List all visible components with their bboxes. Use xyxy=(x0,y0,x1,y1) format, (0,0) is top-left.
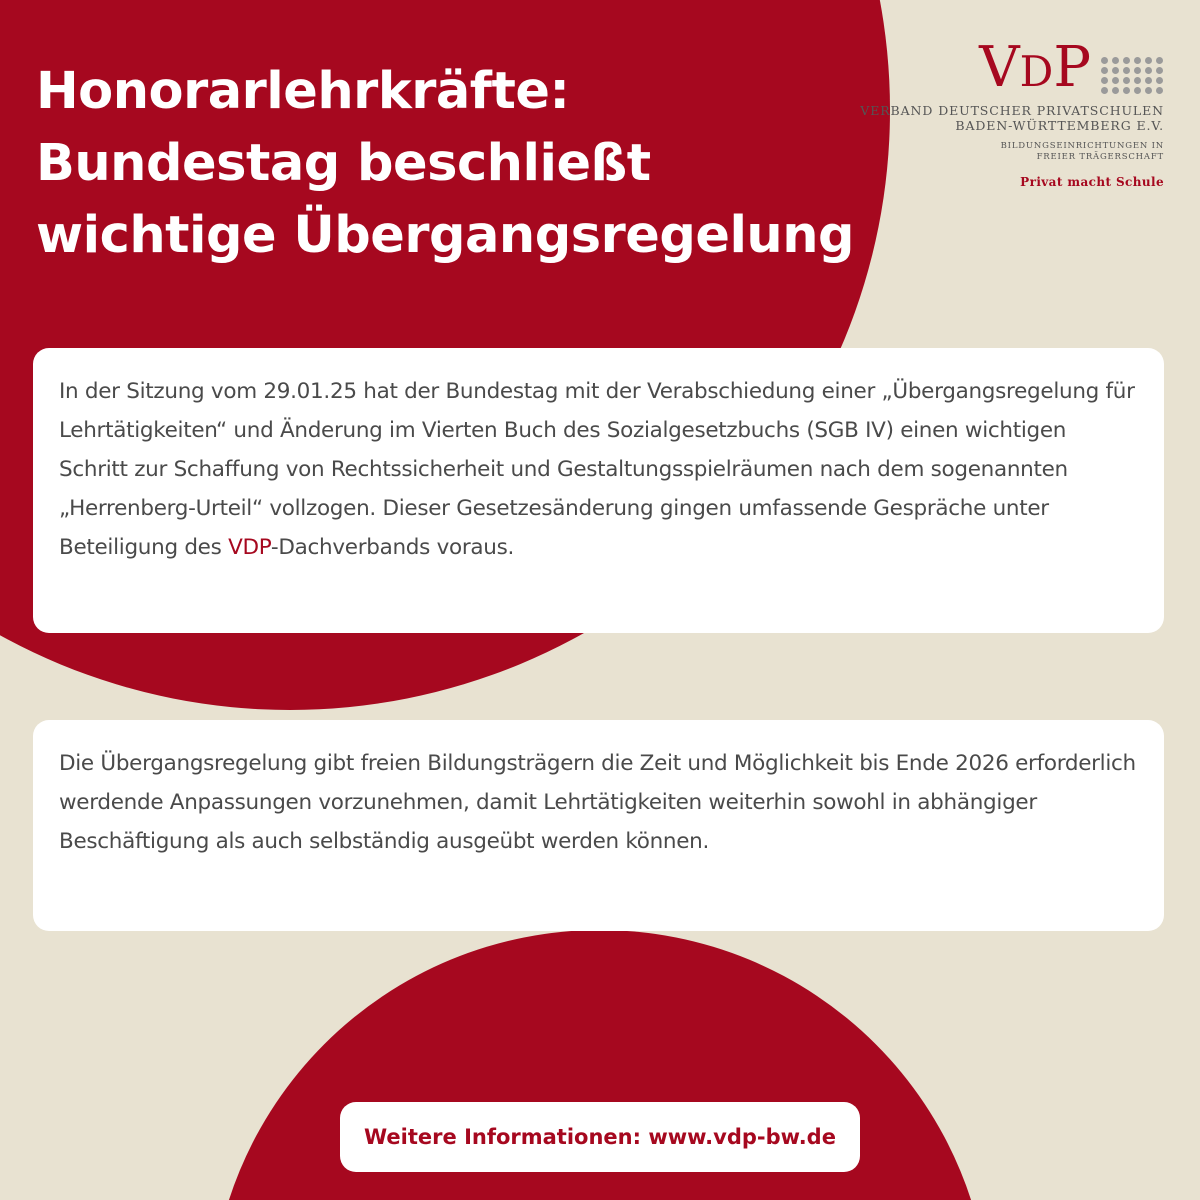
headline-line-1: Honorarlehrkräfte: xyxy=(36,62,570,121)
logo-mark xyxy=(844,35,1164,100)
info-card-1 xyxy=(33,348,1164,633)
card2-text: Die Übergangsregelung gibt freien Bildungsträgern die Zeit und Möglichkeit bis Ende 2026 erforderlich werdende Anpassungen vorzunehmen, damit Lehrtätigkeiten weiterhin sowohl in abhängiger Beschäftigung als auch selbständig ausgeübt werden können. xyxy=(59,751,1136,854)
vdp-logo xyxy=(844,35,1164,189)
headline-line-2: Bundestag beschließt xyxy=(36,134,651,193)
info-card-2 xyxy=(33,720,1164,931)
headline-line-3: wichtige Übergangsregelung xyxy=(36,206,855,265)
logo-dot-grid-icon xyxy=(1101,57,1164,94)
more-info-link[interactable]: Weitere Informationen: www.vdp-bw.de xyxy=(340,1102,860,1172)
card1-text-end: -Dachverbands voraus. xyxy=(270,535,515,560)
page-headline xyxy=(36,56,854,272)
card1-vdp-highlight: VDP xyxy=(228,535,271,560)
logo-subtitle: BILDUNGSEINRICHTUNGEN IN FREIER TRÄGERSCHAFT xyxy=(1000,141,1164,162)
logo-letters: VDP xyxy=(979,35,1091,100)
card1-text: In der Sitzung vom 29.01.25 hat der Bundestag mit der Verabschiedung einer „Übergangsregelung für Lehrtätigkeiten“ und Änderung im Vierten Buch des Sozialgesetzbuchs (SGB IV) einen wichtigen Schritt zur Schaffung von Rechtssicherheit und Gestaltungsspielräumen nach dem sogenannten „Herrenberg-Urteil“ vollzogen. Dieser Gesetzesänderung gingen umfassende Gespräche unter Beteiligung des xyxy=(59,379,1135,560)
logo-organization-name: VERBAND DEUTSCHER PRIVATSCHULEN BADEN-WÜRTTEMBERG E.V. xyxy=(860,103,1164,133)
logo-slogan: Privat macht Schule xyxy=(1020,175,1164,189)
